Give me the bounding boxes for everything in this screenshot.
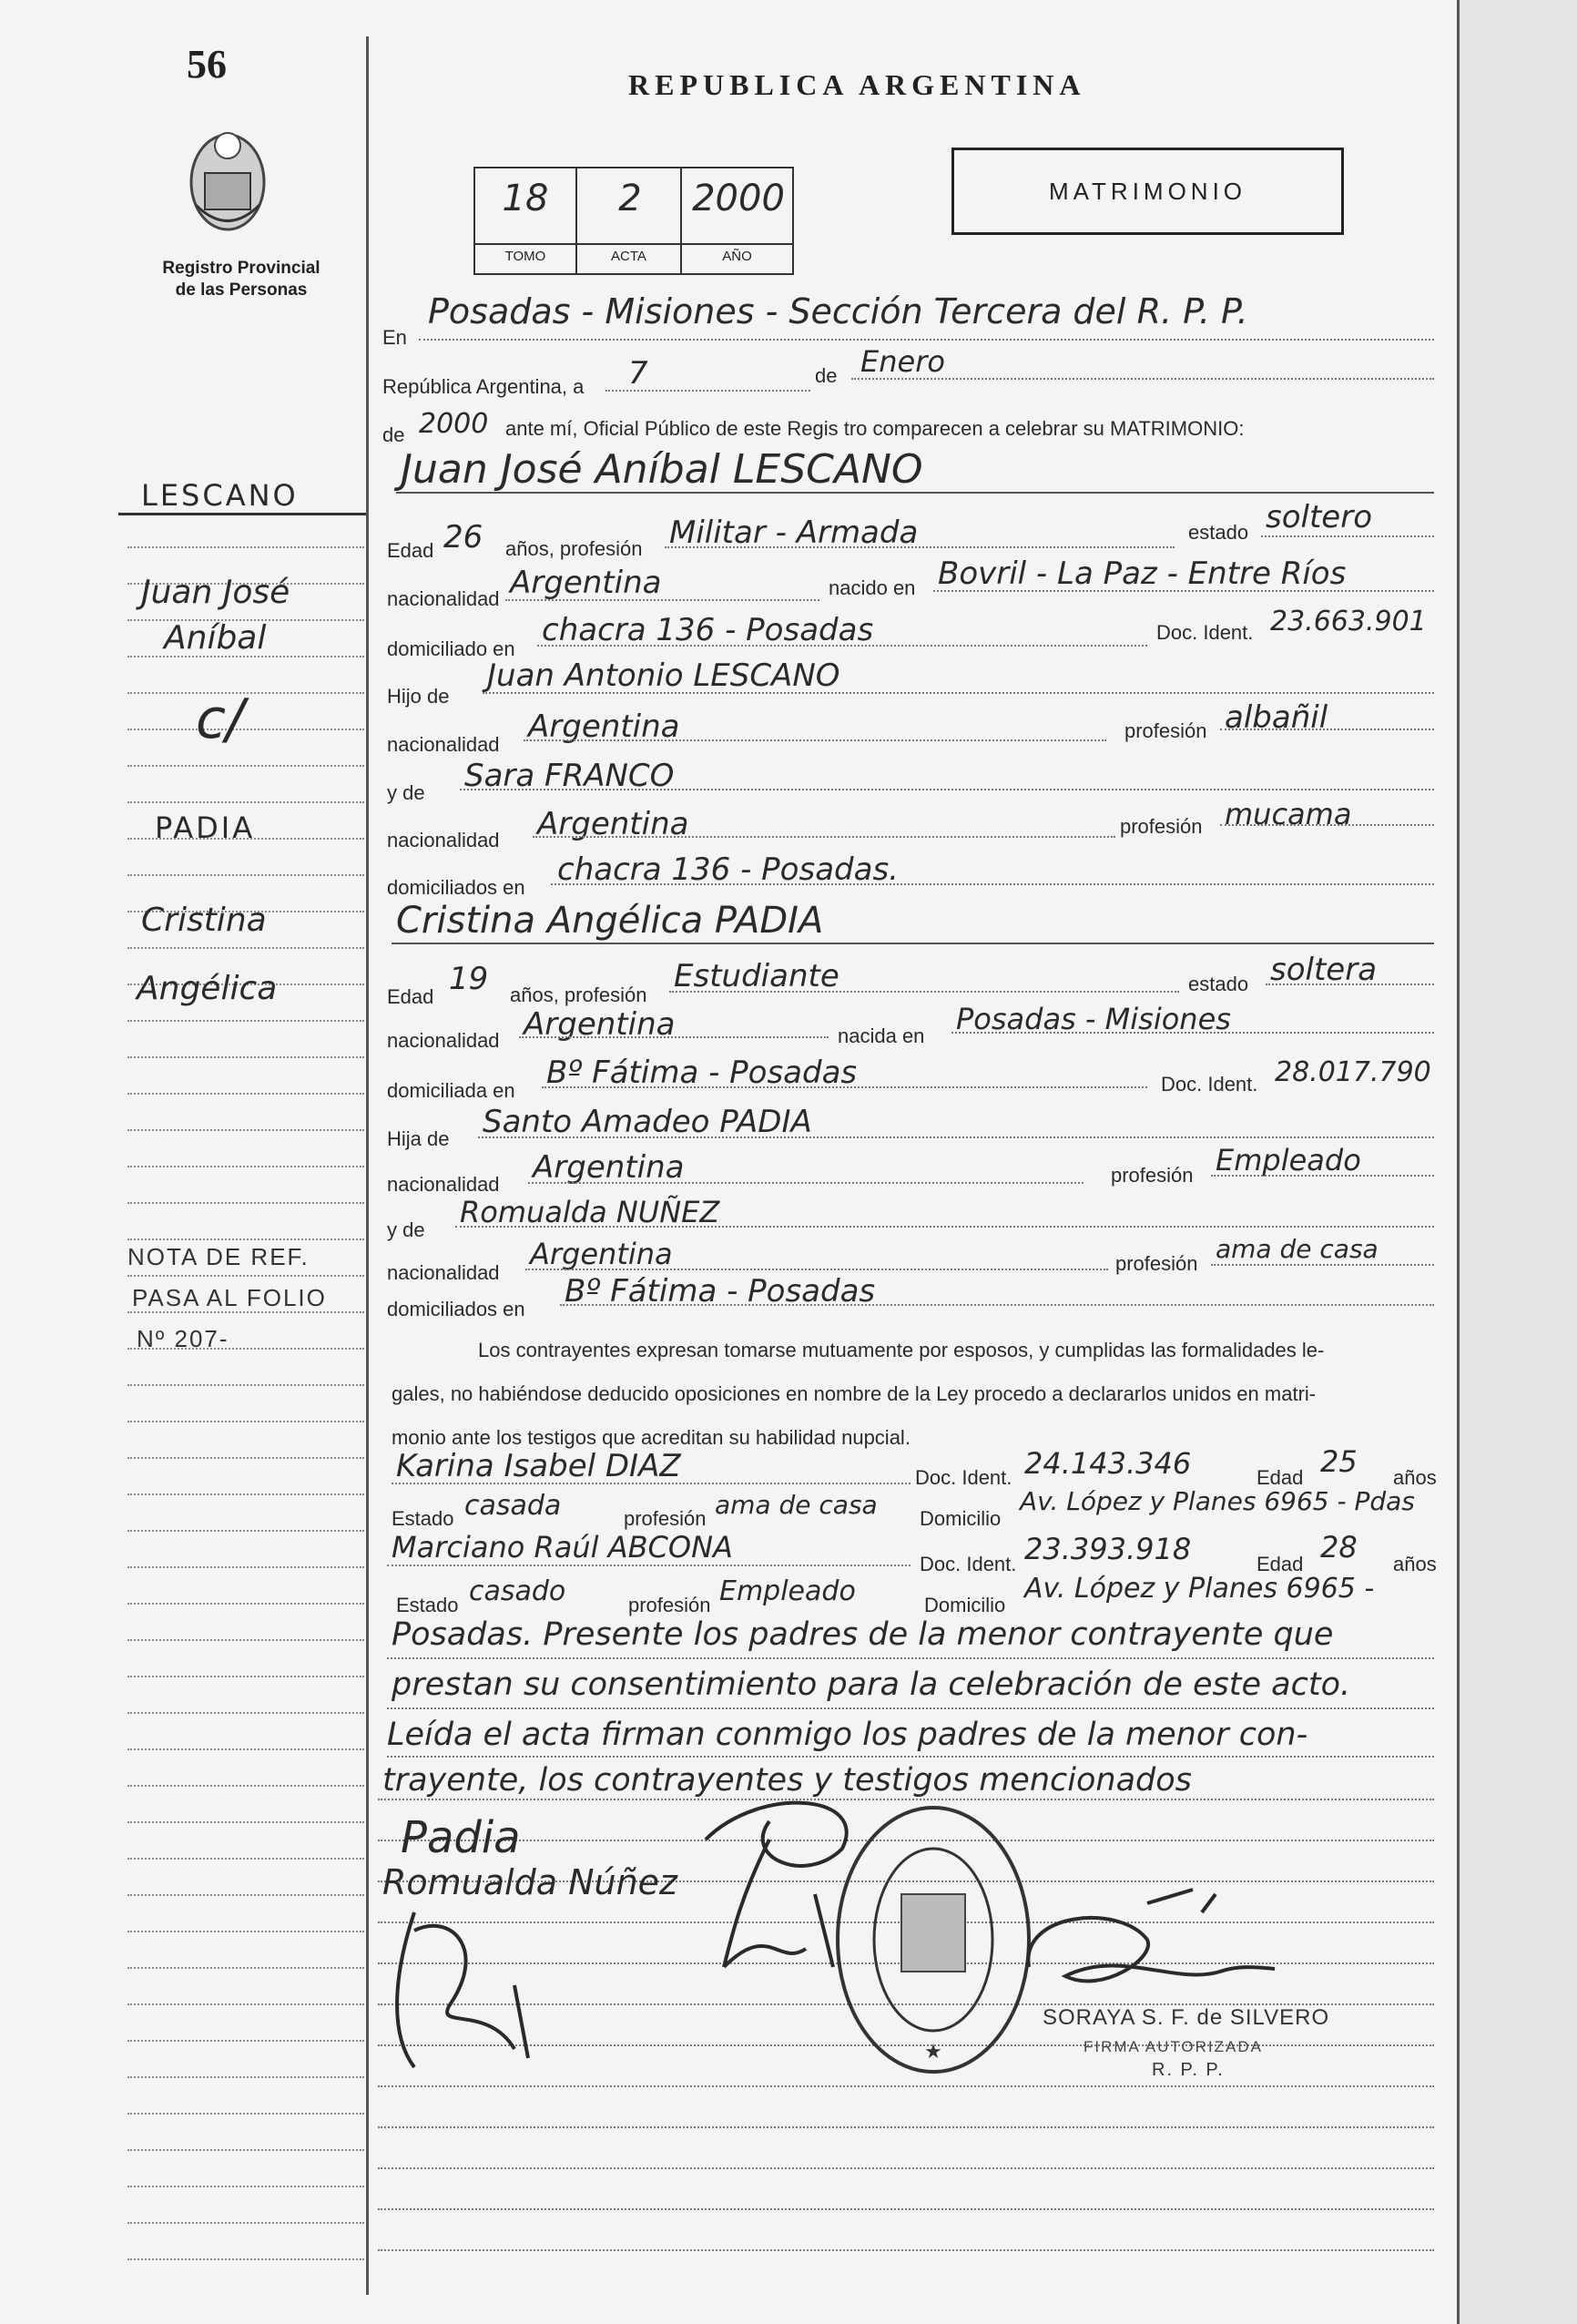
bride-estado: soltera xyxy=(1270,952,1378,988)
groom-edad-label: Edad xyxy=(387,539,434,562)
svg-text:★: ★ xyxy=(924,2040,942,2063)
place-value: Posadas - Misiones - Sección Tercera del R. P. P. xyxy=(428,291,1248,331)
groom-father-nat-label: nacionalidad xyxy=(387,733,500,756)
bride-mother: Romualda NUÑEZ xyxy=(460,1195,720,1229)
tomo-value: 18 xyxy=(502,178,549,219)
intro-text: ante mí, Oficial Público de este Regis tro comparecen a celebrar su MATRIMONIO: xyxy=(505,417,1245,440)
bride-estado-label: estado xyxy=(1188,973,1249,995)
groom-hijo-label: Hijo de xyxy=(387,685,450,708)
officer-signature-mark xyxy=(1011,1885,1284,2003)
margin-given1: Juan José xyxy=(141,574,290,611)
acta-value: 2 xyxy=(618,178,642,219)
bride-parents-address: Bº Fátima - Posadas xyxy=(565,1273,876,1310)
groom-profession: Militar - Armada xyxy=(669,515,919,551)
bride-father-nat: Argentina xyxy=(533,1149,685,1186)
margin-note-line3: Nº 207- xyxy=(137,1325,229,1352)
bride-doc: 28.017.790 xyxy=(1275,1056,1431,1088)
bride-anos-profesion-label: años, profesión xyxy=(510,984,647,1006)
witness1-prof-label: profesión xyxy=(624,1507,707,1530)
margin-note-line1: NOTA DE REF. xyxy=(127,1243,310,1270)
en-label: En xyxy=(382,326,407,349)
bride-doc-label: Doc. Ident. xyxy=(1161,1073,1258,1096)
bride-profession: Estudiante xyxy=(674,958,839,994)
officer-name: SORAYA S. F. de SILVERO xyxy=(1043,2005,1330,2030)
closing-line4: trayente, los contrayentes y testigos mencionados xyxy=(382,1762,1192,1799)
de2-label: de xyxy=(382,423,405,446)
groom-estado: soltero xyxy=(1266,499,1372,535)
officer-title: FIRMA AUTORIZADA xyxy=(1084,2038,1263,2055)
closing-line1: Posadas. Presente los padres de la menor contrayente que xyxy=(392,1616,1334,1653)
bride-mother-nat: Argentina xyxy=(530,1237,673,1271)
witness1-doc: 24.143.346 xyxy=(1024,1446,1192,1481)
closing-line3: Leída el acta firman conmigo los padres de la menor con- xyxy=(387,1717,1308,1753)
margin-given3: Cristina xyxy=(141,902,267,939)
groom-mother-nat: Argentina xyxy=(537,806,689,842)
ano-value: 2000 xyxy=(692,178,785,219)
bride-nationality: Argentina xyxy=(524,1006,676,1043)
signature-1: Padia xyxy=(401,1812,521,1863)
page-edge xyxy=(1457,0,1577,2324)
bride-parents-dom-label: domiciliados en xyxy=(387,1298,525,1320)
witness1-age: 25 xyxy=(1320,1444,1358,1479)
bride-father-nat-label: nacionalidad xyxy=(387,1173,500,1196)
rep-label: República Argentina, a xyxy=(382,375,585,398)
bride-mother-nat-label: nacionalidad xyxy=(387,1261,500,1284)
margin-surname2: PADIA xyxy=(155,810,256,845)
groom-father: Juan Antonio LESCANO xyxy=(487,657,840,694)
groom-mother-nat-label: nacionalidad xyxy=(387,829,500,851)
groom-mother-prof: mucama xyxy=(1225,797,1352,831)
margin-given2: Aníbal xyxy=(164,619,267,657)
day-value: 7 xyxy=(628,355,648,392)
month-value: Enero xyxy=(860,344,945,379)
groom-parents-address: chacra 136 - Posadas. xyxy=(557,851,899,888)
groom-nacido-label: nacido en xyxy=(829,576,916,599)
bride-age: 19 xyxy=(449,961,489,997)
witness1-estado: casada xyxy=(464,1490,562,1522)
witness2-age: 28 xyxy=(1320,1530,1358,1565)
bride-name: Cristina Angélica PADIA xyxy=(396,900,824,942)
witness1-prof: ama de casa xyxy=(715,1490,878,1520)
groom-yde-label: y de xyxy=(387,781,425,804)
groom-father-prof: albañil xyxy=(1225,699,1328,736)
groom-birthplace: Bovril - La Paz - Entre Ríos xyxy=(938,556,1347,592)
margin-note-line2: PASA AL FOLIO xyxy=(132,1284,327,1311)
bride-address: Bº Fátima - Posadas xyxy=(546,1055,858,1091)
witness2-dom-label: Domicilio xyxy=(924,1594,1006,1616)
official-seal-icon xyxy=(829,1794,1038,2085)
witness2-anos-label: años xyxy=(1393,1553,1437,1575)
registry-label: Registro Provincial de las Personas xyxy=(162,259,320,300)
margin-heading-rule xyxy=(118,513,366,515)
witness2-name: Marciano Raúl ABCONA xyxy=(392,1530,733,1565)
witness2-doc: 23.393.918 xyxy=(1024,1532,1192,1566)
witness2-prof: Empleado xyxy=(719,1575,856,1607)
groom-nationality: Argentina xyxy=(510,565,662,601)
bride-edad-label: Edad xyxy=(387,985,434,1008)
body-para-line3: monio ante los testigos que acreditan su habilidad nupcial. xyxy=(392,1426,911,1449)
signature-3-mark xyxy=(378,1894,560,2076)
bride-birthplace: Posadas - Misiones xyxy=(956,1002,1231,1036)
body-para-line2: gales, no habiéndose deducido oposiciones en nombre de la Ley procedo a declararlos unidos en matri- xyxy=(392,1382,1317,1405)
groom-age: 26 xyxy=(443,519,483,556)
doc-type-box: MATRIMONIO xyxy=(951,148,1344,235)
bride-mother-prof: ama de casa xyxy=(1216,1234,1379,1264)
bride-father: Santo Amadeo PADIA xyxy=(483,1104,812,1140)
witness2-edad-label: Edad xyxy=(1257,1553,1304,1575)
groom-parents-dom-label: domiciliados en xyxy=(387,876,525,899)
groom-dom-label: domiciliado en xyxy=(387,637,515,660)
witness1-dom-label: Domicilio xyxy=(920,1507,1002,1530)
groom-doc-label: Doc. Ident. xyxy=(1156,621,1254,644)
signature-2: Romualda Núñez xyxy=(382,1862,678,1902)
witness1-domicilio: Av. López y Planes 6965 - Pdas xyxy=(1020,1486,1415,1516)
groom-name: Juan José Aníbal LESCANO xyxy=(401,446,923,493)
bride-nat-label: nacionalidad xyxy=(387,1029,500,1052)
groom-mother-prof-label: profesión xyxy=(1120,815,1203,838)
witness2-estado: casado xyxy=(469,1575,566,1607)
bride-mother-prof-label: profesión xyxy=(1115,1252,1198,1275)
groom-anos-profesion-label: años, profesión xyxy=(505,537,643,560)
ano-label: AÑO xyxy=(722,249,752,264)
witness1-edad-label: Edad xyxy=(1257,1466,1304,1489)
bride-nacida-label: nacida en xyxy=(838,1024,925,1047)
margin-conj: c/ xyxy=(196,688,245,751)
margin-given4: Angélica xyxy=(137,970,278,1007)
groom-mother: Sara FRANCO xyxy=(464,758,675,794)
country-title: REPUBLICA ARGENTINA xyxy=(628,68,1086,101)
bride-dom-label: domiciliada en xyxy=(387,1079,515,1102)
groom-nat-label: nacionalidad xyxy=(387,587,500,610)
bride-hija-label: Hija de xyxy=(387,1127,450,1150)
groom-doc: 23.663.901 xyxy=(1270,606,1427,637)
margin-surname: LESCANO xyxy=(141,478,299,513)
groom-estado-label: estado xyxy=(1188,521,1249,544)
groom-father-nat: Argentina xyxy=(528,708,680,745)
groom-father-prof-label: profesión xyxy=(1124,719,1207,742)
bride-father-prof-label: profesión xyxy=(1111,1164,1194,1187)
witness2-doc-label: Doc. Ident. xyxy=(920,1553,1017,1575)
de-label: de xyxy=(815,364,838,387)
coat-of-arms-icon xyxy=(178,118,278,246)
closing-line2: prestan su consentimiento para la celebración de este acto. xyxy=(392,1667,1351,1703)
bride-yde-label: y de xyxy=(387,1218,425,1241)
officer-org: R. P. P. xyxy=(1152,2060,1225,2080)
year-value: 2000 xyxy=(419,408,489,440)
body-para-line1: Los contrayentes expresan tomarse mutuamente por esposos, y cumplidas las formalidades le- xyxy=(478,1339,1325,1361)
witness2-estado-label: Estado xyxy=(396,1594,459,1616)
witness2-domicilio: Av. López y Planes 6965 - xyxy=(1024,1573,1375,1605)
bride-father-prof: Empleado xyxy=(1216,1143,1361,1177)
witness1-estado-label: Estado xyxy=(392,1507,454,1530)
groom-address: chacra 136 - Posadas xyxy=(542,612,874,648)
witness2-prof-label: profesión xyxy=(628,1594,711,1616)
registry-ref-box xyxy=(473,167,794,275)
page-number: 56 xyxy=(187,42,227,87)
tomo-label: TOMO xyxy=(504,249,546,264)
acta-label: ACTA xyxy=(611,249,646,264)
margin-divider xyxy=(366,36,369,2295)
witness1-anos-label: años xyxy=(1393,1466,1437,1489)
witness1-doc-label: Doc. Ident. xyxy=(915,1466,1012,1489)
witness1-name: Karina Isabel DIAZ xyxy=(396,1448,681,1484)
